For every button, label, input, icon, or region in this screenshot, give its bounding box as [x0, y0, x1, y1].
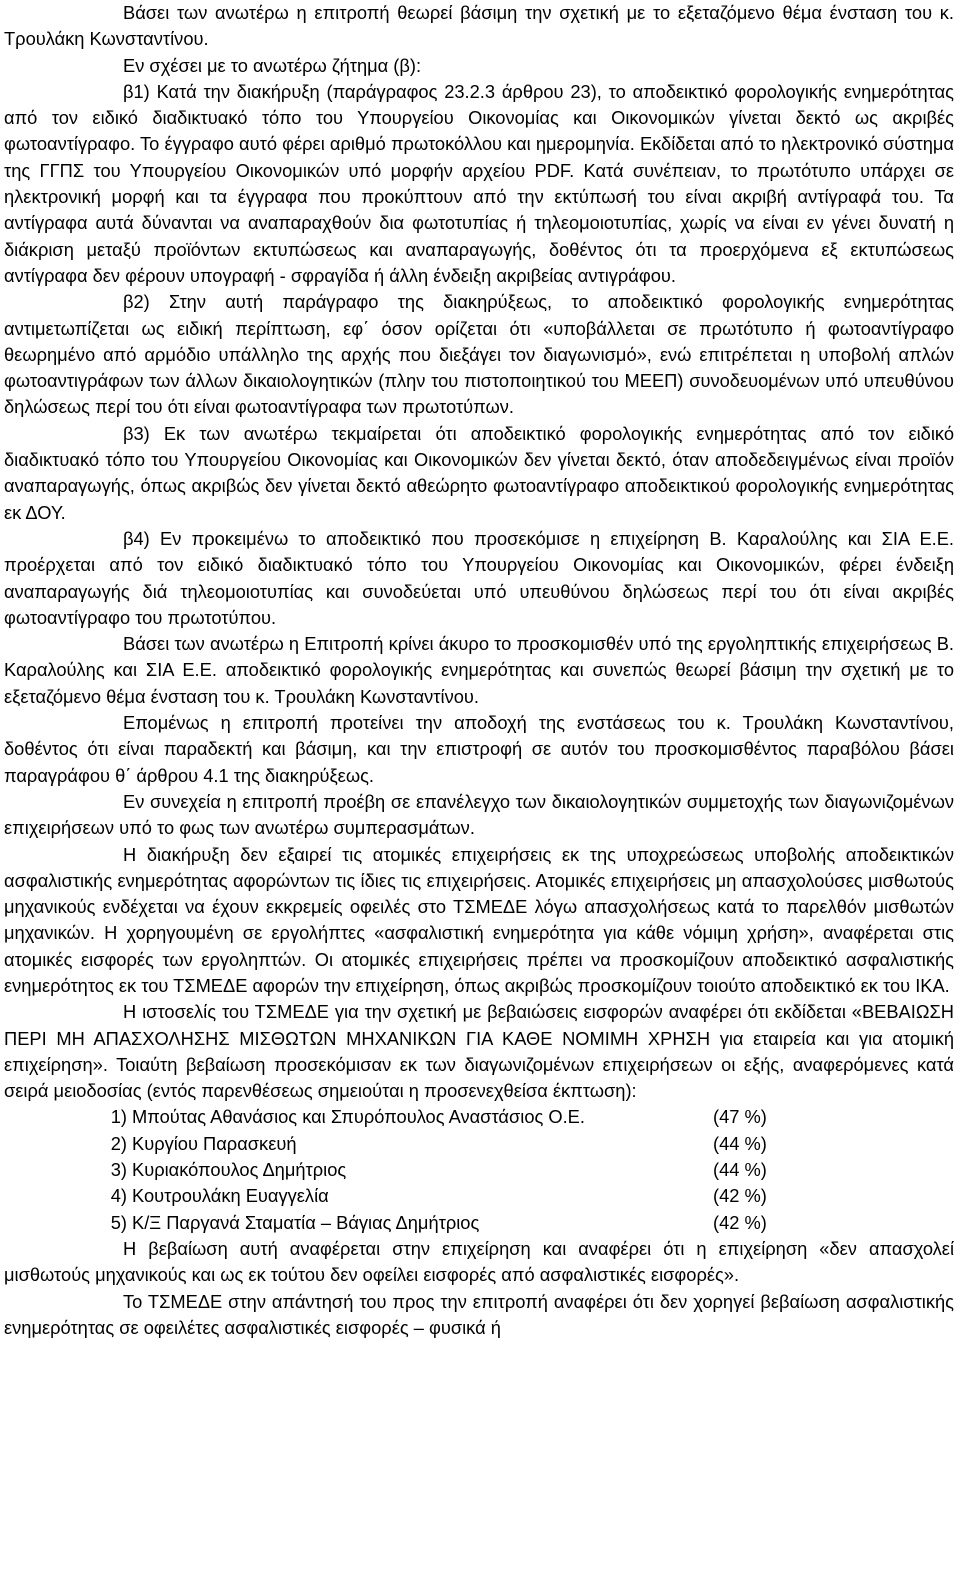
paragraph-b4: β4) Εν προκειμένω το αποδεικτικό που προσεκόμισε η επιχείρηση Β. Καραλούλης και ΣΙΑ Ε.Ε. προέρχεται από τον ειδικό διαδικτυακό τόπο του Υπουργείου Οικονομίας και Οικονομικών, φέρει ένδειξη αναπαραγωγής διά τηλεομοιοτυπίας και συνοδεύεται υπό υπευθύνου δηλώσεως περί του ότι είναι ακριβές φωτοαντίγραφο του πρωτοτύπου. — [4, 527, 954, 628]
list-item — [4, 1210, 954, 1236]
paragraph-individual-firms: Η διακήρυξη δεν εξαιρεί τις ατομικές επιχειρήσεις εκ της υποχρεώσεως υποβολής αποδεικτικών ασφαλιστικής ενημερότητας αφορώντων τις ίδιες τις επιχειρήσεις. Ατομικές επιχειρήσεις μη απασχολούσες μισθωτούς μηχανικούς ενδέχεται να έχουν εκκρεμείς οφειλές στο ΤΣΜΕΔΕ λόγω απασχολήσεως κατά το παρελθόν μισθωτών μηχανικών. Η χορηγουμένη σε εργολήπτες «ασφαλιστική ενημερότητα για κάθε νόμιμη χρήση», αναφέρεται στις ατομικές εισφορές των εργοληπτών. Οι ατομικές επιχειρήσεις πρέπει να προσκομίζουν αποδεικτικό ασφαλιστικής ενημερότητος εκ του ΤΣΜΕΔΕ αφορών την επιχείρηση, όπως ακριβώς προσκομίζουν τοιούτο αποδεικτικό εκ του ΙΚΑ. — [4, 843, 954, 996]
list-item-number: 1) — [110, 1106, 127, 1128]
paragraph-issue-b-intro: Εν σχέσει με το ανωτέρω ζήτημα (β): — [123, 54, 422, 76]
list-item-discount: (44 %) — [713, 1159, 767, 1181]
list-item — [4, 1183, 954, 1209]
bidders-list — [4, 1104, 954, 1235]
paragraph-committee-ruling: Βάσει των ανωτέρω η Επιτροπή κρίνει άκυρο το προσκομισθέν υπό της εργοληπτικής επιχειρήσεως Β. Καραλούλης και ΣΙΑ Ε.Ε. αποδεικτικό φορολογικής ενημερότητας και συνεπώς θεωρεί βάσιμη την σχετική με το εξεταζόμενο θέμα ένσταση του κ. Τρουλάκη Κωνσταντίνου. — [4, 633, 954, 707]
list-item-discount: (47 %) — [713, 1106, 767, 1128]
list-item-number: 5) — [110, 1211, 127, 1233]
paragraph-conclusion-a: Βάσει των ανωτέρω η επιτροπή θεωρεί βάσιμη την σχετική με το εξεταζόμενο θέμα ένσταση του κ. Τρουλάκη Κωνσταντίνου. — [4, 2, 954, 50]
list-item-discount: (42 %) — [713, 1211, 767, 1233]
list-item — [4, 1157, 954, 1183]
paragraph-recheck: Εν συνεχεία η επιτροπή προέβη σε επανέλεγχο των δικαιολογητικών συμμετοχής των διαγωνιζομένων επιχειρήσεων υπό το φως των ανωτέρω συμπερασμάτων. — [4, 790, 954, 839]
list-item-number: 2) — [110, 1132, 127, 1154]
list-item-discount: (44 %) — [713, 1132, 767, 1154]
document-page — [4, 0, 954, 1341]
paragraph-proposal: Επομένως η επιτροπή προτείνει την αποδοχή της ενστάσεως του κ. Τρουλάκη Κωνσταντίνου, δοθέντος ότι είναι παραδεκτή και βάσιμη, και την επιστροφή σε αυτόν του προσκομισθέντος παραβόλου βάσει παραγράφου θ΄ άρθρου 4.1 της διακηρύξεως. — [4, 712, 954, 786]
list-item-name: Μπούτας Αθανάσιος και Σπυρόπουλος Αναστάσιος Ο.Ε. — [132, 1106, 585, 1128]
paragraph-certificate-content: Η βεβαίωση αυτή αναφέρεται στην επιχείρηση και αναφέρει ότι η επιχείρηση «δεν απασχολεί μισθωτούς μηχανικούς και ως εκ τούτου δεν οφείλει εισφορές από ασφαλιστικές εισφορές». — [4, 1237, 954, 1286]
paragraph-b1: β1) Κατά την διακήρυξη (παράγραφος 23.2.3 άρθρου 23), το αποδεικτικό φορολογικής ενημερότητας από τον ειδικό διαδικτυακό τόπο του Υπουργείου Οικονομίας και Οικονομικών γίνεται δεκτό ως ακριβές φωτοαντίγραφο. Το έγγραφο αυτό φέρει αριθμό πρωτοκόλλου και ημερομηνία. Εκδίδεται από το ηλεκτρονικό σύστημα της ΓΓΠΣ του Υπουργείου Οικονομικών υπό μορφήν αρχείου PDF. Κατά συνέπειαν, το πρωτότυπο υπάρχει σε ηλεκτρονική μορφή και τα έγγραφα που προκύπτουν από την εκτύπωσή του είναι ακριβή αντίγραφά του. Τα αντίγραφα αυτά δύνανται να αναπαραχθούν δια φωτοτυπίας ή τηλεομοιοτυπίας, χωρίς να είναι εν γένει δυνατή η διάκριση μεταξύ προϊόντων εκτυπώσεως και αναπαραγωγής, δοθέντος ότι τα προερχόμενα εξ εκτυπώσεως αντίγραφα δεν φέρουν υπογραφή - σφραγίδα ή άλλη ένδειξη ακριβείας αντιγράφου. — [4, 80, 954, 286]
list-item-number: 3) — [110, 1159, 127, 1181]
list-item-name: Κ/Ξ Παργανά Σταματία – Βάγιας Δημήτριος — [132, 1211, 480, 1233]
list-item-discount: (42 %) — [713, 1185, 767, 1207]
paragraph-tsmede-website: Η ιστοσελίς του ΤΣΜΕΔΕ για την σχετική με βεβαιώσεις εισφορών αναφέρει ότι εκδίδεται «ΒΕΒΑΙΩΣΗ ΠΕΡΙ ΜΗ ΑΠΑΣΧΟΛΗΣΗΣ ΜΙΣΘΩΤΩΝ ΜΗΧΑΝΙΚΩΝ ΓΙΑ ΚΑΘΕ ΝΟΜΙΜΗ ΧΡΗΣΗ για εταιρεία και για ατομική επιχείρηση». Τοιαύτη βεβαίωση προσεκόμισαν εκ των διαγωνιζομένων επιχειρήσεων οι εξής, αναφερόμενες κατά σειρά μειοδοσίας (εντός παρενθέσεως σημειούται η προσενεχθείσα έκπτωση): — [4, 1001, 954, 1102]
list-item-name: Κυριακόπουλος Δημήτριος — [132, 1159, 347, 1181]
paragraph-b3: β3) Εκ των ανωτέρω τεκμαίρεται ότι αποδεικτικό φορολογικής ενημερότητας από τον ειδικό διαδικτυακό τόπο του Υπουργείου Οικονομίας και Οικονομικών δεν γίνεται δεκτό, όταν αποδεδειγμένως είναι προϊόν αναπαραγωγής, όπως ακριβώς δεν γίνεται δεκτό αθεώρητο φωτοαντίγραφο αποδεικτικού φορολογικής ενημερότητας εκ ΔΟΥ. — [4, 422, 954, 523]
paragraph-b2: β2) Στην αυτή παράγραφο της διακηρύξεως, το αποδεικτικό φορολογικής ενημερότητας αντιμετωπίζεται ως ειδική περίπτωση, εφ΄ όσον ορίζεται ότι «υποβάλλεται σε πρωτότυπο ή φωτοαντίγραφο θεωρημένο από αρμόδιο υπάλληλο της αρχής που διεξάγει τον διαγωνισμό», ενώ επιτρέπεται η υποβολή απλών φωτοαντιγράφων των άλλων δικαιολογητικών (πλην του πιστοποιητικού του ΜΕΕΠ) συνοδευομένων υπό υπευθύνου δηλώσεως περί του ότι είναι φωτοαντίγραφα των πρωτοτύπων. — [4, 291, 954, 418]
paragraph-tsmede-reply: Το ΤΣΜΕΔΕ στην απάντησή του προς την επιτροπή αναφέρει ότι δεν χορηγεί βεβαίωση ασφαλιστικής ενημερότητας σε οφειλέτες ασφαλιστικές εισφορές – φυσικά ή — [4, 1290, 954, 1338]
list-item — [4, 1131, 954, 1157]
list-item-number: 4) — [110, 1185, 127, 1207]
list-item-name: Κυργίου Παρασκευή — [132, 1132, 297, 1154]
list-item-name: Κουτρουλάκη Ευαγγελία — [132, 1185, 329, 1207]
list-item — [4, 1104, 954, 1130]
